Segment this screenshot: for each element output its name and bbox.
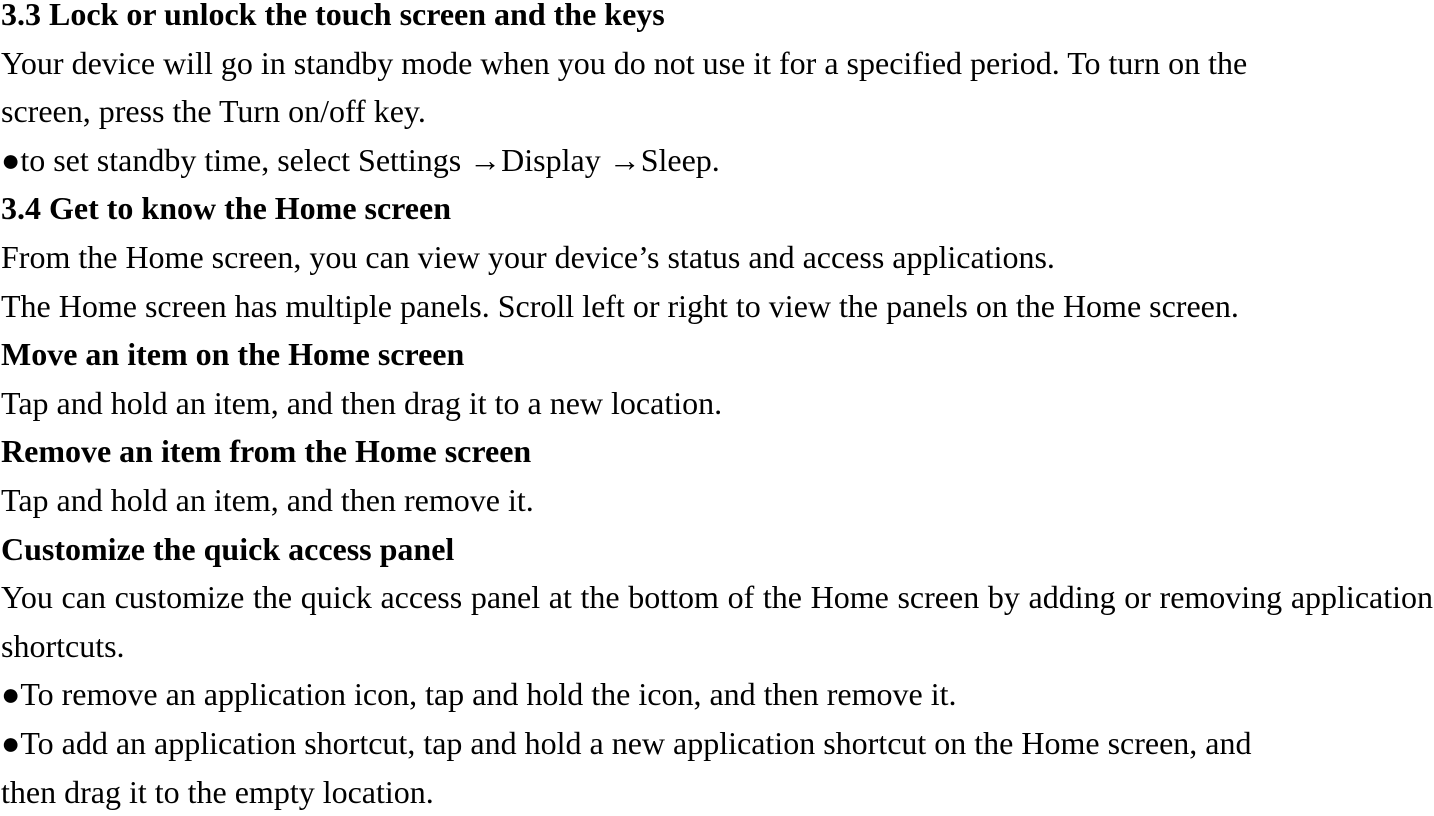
- section-3-3-heading: 3.3 Lock or unlock the touch screen and the keys: [1, 0, 1433, 39]
- section-3-4-heading: 3.4 Get to know the Home screen: [1, 184, 1433, 233]
- section-3-3-paragraph-line-1: Your device will go in standby mode when you do not use it for a specified period. To turn on the: [1, 39, 1433, 88]
- remove-item-heading: Remove an item from the Home screen: [1, 427, 1433, 476]
- section-3-3-paragraph-line-2: screen, press the Turn on/off key.: [1, 87, 1433, 136]
- customize-panel-bullet-2-line-1: ●To add an application shortcut, tap and hold a new application shortcut on the Home screen, and: [1, 719, 1433, 768]
- move-item-text: Tap and hold an item, and then drag it to a new location.: [1, 379, 1433, 428]
- move-item-heading: Move an item on the Home screen: [1, 330, 1433, 379]
- customize-panel-bullet-2-line-2: then drag it to the empty location.: [1, 768, 1433, 816]
- document-page: [1, 0, 1433, 816]
- section-3-4-paragraph-2: The Home screen has multiple panels. Scroll left or right to view the panels on the Home screen.: [1, 282, 1433, 331]
- customize-panel-bullet-1: ●To remove an application icon, tap and hold the icon, and then remove it.: [1, 670, 1433, 719]
- section-3-4-paragraph-1: From the Home screen, you can view your device’s status and access applications.: [1, 233, 1433, 282]
- remove-item-text: Tap and hold an item, and then remove it.: [1, 476, 1433, 525]
- customize-panel-text: You can customize the quick access panel at the bottom of the Home screen by adding or removing application shortcuts.: [1, 573, 1433, 670]
- customize-panel-heading: Customize the quick access panel: [1, 525, 1433, 574]
- section-3-3-bullet: ●to set standby time, select Settings →Display →Sleep.: [1, 136, 1433, 185]
